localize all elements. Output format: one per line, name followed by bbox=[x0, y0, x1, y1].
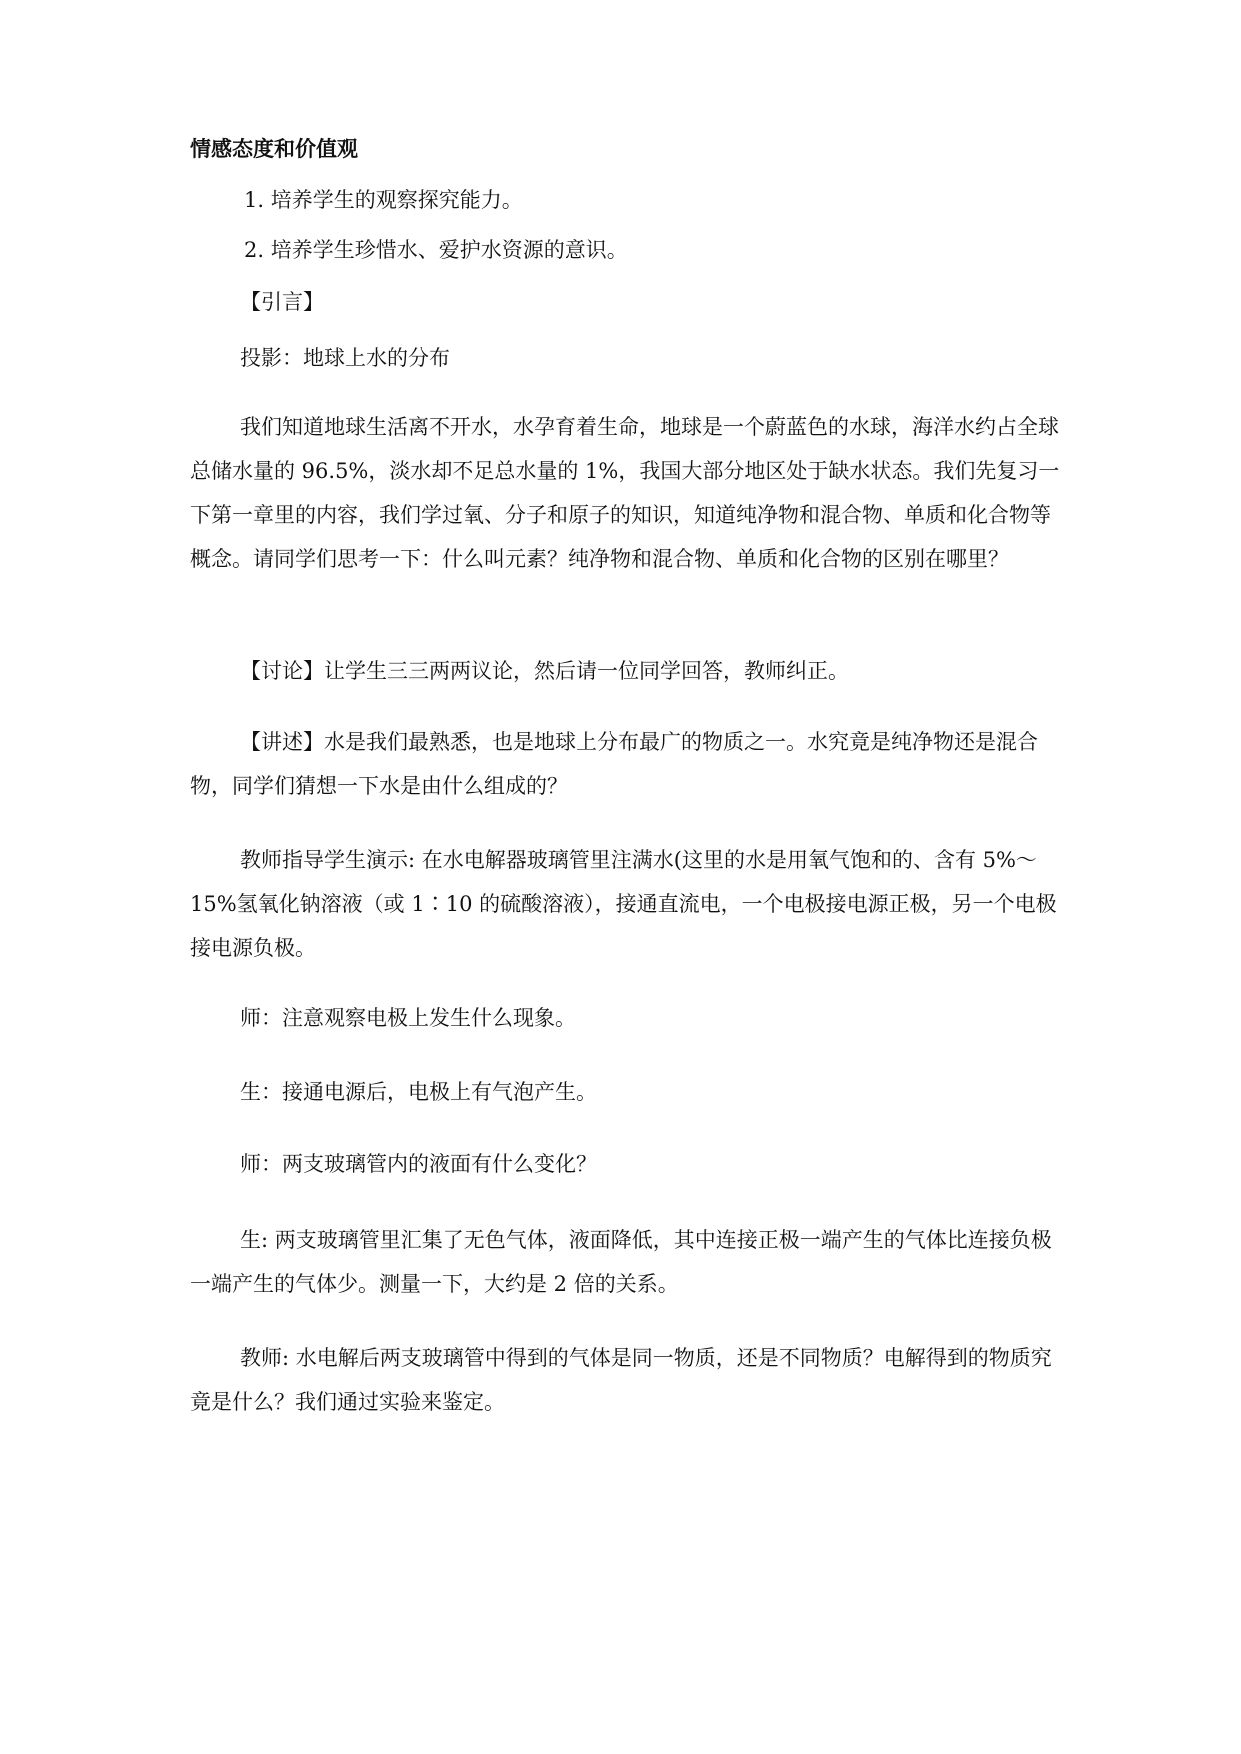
projection-note: 投影：地球上水的分布 bbox=[240, 346, 450, 370]
demo-paragraph: 教师指导学生演示: 在水电解器玻璃管里注满水(这里的水是用氧气饱和的、含有 5%～15%氢氧化钠溶液（或 1∶10 的硫酸溶液），接通直流电，一个电极接电源正极，另一个电极接电源负极。 bbox=[190, 848, 1057, 960]
dialogue-line-2: 生：接通电源后，电极上有气泡产生。 bbox=[240, 1080, 597, 1104]
section-heading: 情感态度和价值观 bbox=[190, 136, 358, 161]
discussion-paragraph: 【讨论】让学生三三两两议论，然后请一位同学回答，教师纠正。 bbox=[240, 659, 849, 683]
dialogue-line-1: 师：注意观察电极上发生什么现象。 bbox=[240, 1006, 576, 1030]
intro-tag: 【引言】 bbox=[240, 290, 324, 314]
objective-item-2: 2. 培养学生珍惜水、爱护水资源的意识。 bbox=[244, 238, 628, 262]
dialogue-line-3: 师：两支玻璃管内的液面有什么变化？ bbox=[240, 1152, 597, 1176]
intro-paragraph: 我们知道地球生活离不开水，水孕育着生命，地球是一个蔚蓝色的水球，海洋水约占全球总储水量的 96.5%，淡水却不足总水量的 1%，我国大部分地区处于缺水状态。我们先复习一下第一章里的内容，我们学过氧、分子和原子的知识，知道纯净物和混合物、单质和化合物等概念。请同学们思考一下：什么叫元素？纯净物和混合物、单质和化合物的区别在哪里？ bbox=[190, 415, 1060, 571]
dialogue-line-4: 生: 两支玻璃管里汇集了无色气体，液面降低，其中连接正极一端产生的气体比连接负极一端产生的气体少。测量一下，大约是 2 倍的关系。 bbox=[190, 1228, 1052, 1296]
objective-item-1: 1. 培养学生的观察探究能力。 bbox=[244, 188, 523, 212]
lecture-paragraph: 【讲述】水是我们最熟悉，也是地球上分布最广的物质之一。水究竟是纯净物还是混合物，同学们猜想一下水是由什么组成的？ bbox=[190, 730, 1038, 798]
dialogue-line-5: 教师: 水电解后两支玻璃管中得到的气体是同一物质，还是不同物质？电解得到的物质究竟是什么？我们通过实验来鉴定。 bbox=[190, 1346, 1052, 1414]
